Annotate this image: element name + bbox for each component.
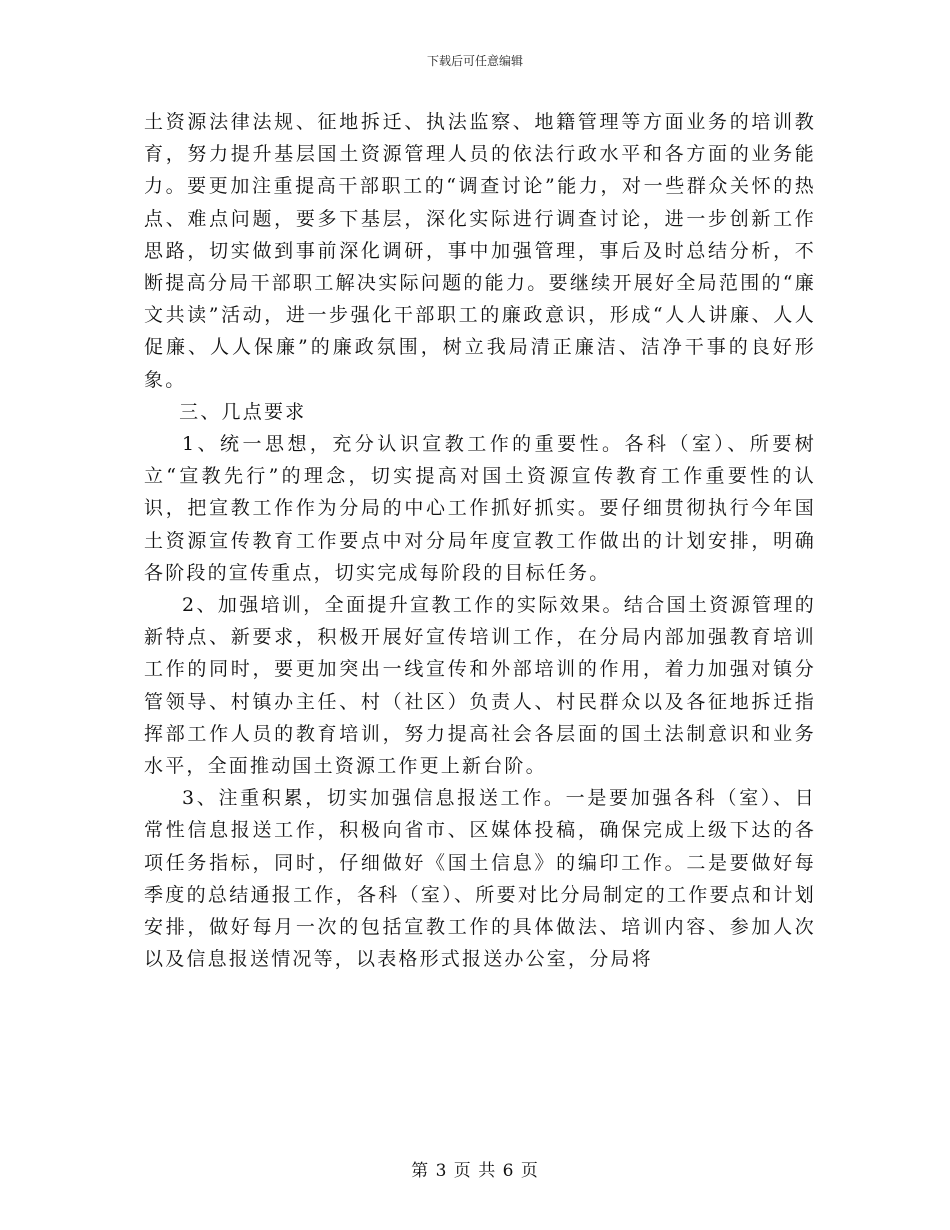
section-heading: 三、几点要求 bbox=[179, 400, 307, 423]
paragraph-requirement-2: 2、加强培训，全面提升宣教工作的实际效果。结合国土资源管理的新特点、新要求，积极开展好宣传培训工作，在分局内部加强教育培训工作的同时，要更加突出一线宣传和外部培训的作用，着力加强对镇分管领导、村镇办主任、村（社区）负责人、村民群众以及各征地拆迁指挥部工作人员的教育培训，努力提高社会各层面的国土法制意识和业务水平，全面推动国土资源工作更上新台阶。 bbox=[144, 594, 816, 778]
page-footer-number bbox=[0, 1156, 950, 1181]
paragraph-requirement-1: 1、统一思想，充分认识宣教工作的重要性。各科（室）、所要树立“宣教先行”的理念，切实提高对国土资源宣传教育工作重要性的认识，把宣教工作作为分局的中心工作抓好抓实。要仔细贯彻执行今年国土资源宣传教育工作要点中对分局年度宣教工作做出的计划安排，明确各阶段的宣传重点，切实完成每阶段的目标任务。 bbox=[144, 433, 816, 584]
paragraph-requirement-3: 3、注重积累，切实加强信息报送工作。一是要加强各科（室）、日常性信息报送工作，积极向省市、区媒体投稿，确保完成上级下达的各项任务指标，同时，仔细做好《国土信息》的编印工作。二是要做好每季度的总结通报工作，各科（室）、所要对比分局制定的工作要点和计划安排，做好每月一次的包括宣教工作的具体做法、培训内容、参加人次以及信息报送情况等，以表格形式报送办公室，分局将 bbox=[144, 787, 816, 971]
document-body bbox=[144, 106, 816, 975]
paragraph-continuation: 土资源法律法规、征地拆迁、执法监察、地籍管理等方面业务的培训教育，努力提升基层国土资源管理人员的依法行政水平和各方面的业务能力。要更加注重提高干部职工的“调查讨论”能力，对一些群众关怀的热点、难点问题，要多下基层，深化实际进行调查讨论，进一步创新工作思路，切实做到事前深化调研，事中加强管理，事后及时总结分析，不断提高分局干部职工解决实际问题的能力。要继续开展好全局范围的“廉文共读”活动，进一步强化干部职工的廉政意识，形成“人人讲廉、人人促廉、人人保廉”的廉政氛围，树立我局清正廉洁、洁净干事的良好形象。 bbox=[144, 111, 816, 391]
page-number-label: 第 3 页 共 6 页 bbox=[411, 1161, 539, 1181]
page-header-note: 下载后可任意编辑 bbox=[426, 54, 523, 68]
